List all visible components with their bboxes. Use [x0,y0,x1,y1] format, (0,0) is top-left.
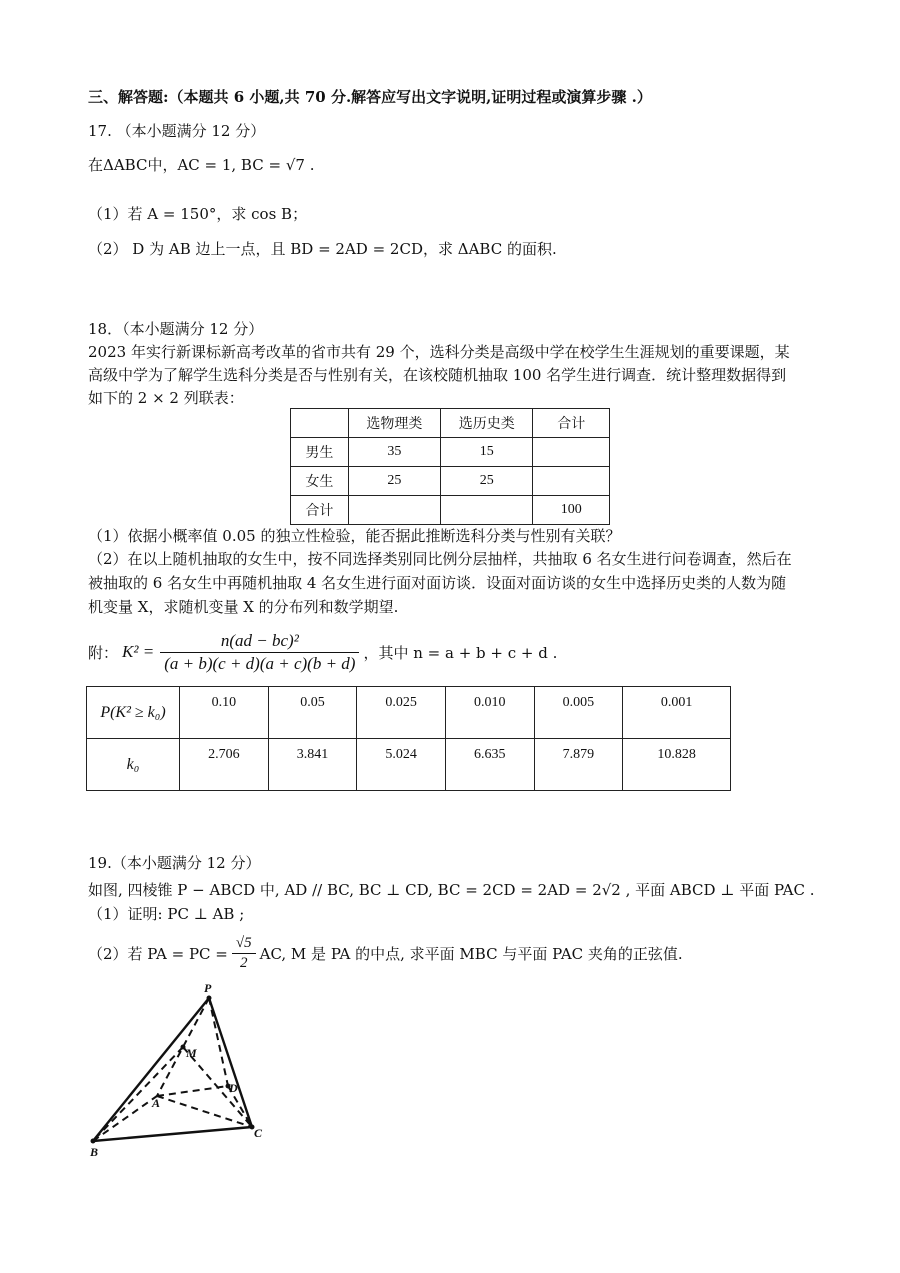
contingency-cell [533,467,610,496]
chi-square-formula [88,624,557,680]
pyramid-figure [80,978,280,1163]
k-value-cell: 2.706 [180,739,269,791]
formula-numerator: n(ad − bc)² [160,631,359,653]
p-value-cell: 0.10 [180,687,269,739]
q19-part2-denominator: 2 [239,954,248,971]
edge-pd [209,998,228,1086]
formula-lhs: K² = [122,642,155,661]
contingency-header-cell: 合计 [533,409,610,438]
critical-row-label: P(K² ≥ k₀) [87,687,180,739]
q18-stem-line3: 如下的 2 × 2 列联表： [88,389,244,407]
formula-suffix: ，其中 n = a + b + c + d . [363,643,558,662]
q19-part2-numerator: √5 [232,935,256,954]
edge-pb [93,998,209,1141]
contingency-cell: 15 [441,438,533,467]
q18-part1: （1）依据小概率值 0.05 的独立性检验，能否据此推断选科分类与性别有关联？ [88,527,621,545]
label-p: P [204,981,212,995]
q19-part1: （1）证明: PC ⊥ AB ; [88,905,245,923]
k-value-cell: 6.635 [445,739,534,791]
contingency-cell [533,438,610,467]
contingency-cell: 100 [533,496,610,525]
label-d: D [229,1081,238,1095]
k-value-cell: 7.879 [534,739,623,791]
vertex-b [91,1139,96,1144]
k-value-cell: 3.841 [268,739,357,791]
contingency-cell: 25 [348,467,440,496]
q19-title: 19.（本小题满分 12 分） [88,854,261,872]
q18-stem-line1: 2023 年实行新课标新高考改革的省市共有 29 个，选科分类是高级中学在校学生生涯规划的重要课题，某 [88,343,790,361]
contingency-header-cell: 选物理类 [348,409,440,438]
formula-fraction [160,631,359,674]
q19-part2 [88,928,683,978]
q17-stem: 在ΔABC中，AC = 1, BC = √7 . [88,156,315,174]
q17-part1: （1）若 A = 150°，求 cos B； [88,205,308,223]
q18-part2-line1: （2）在以上随机抽取的女生中，按不同选择类别同比例分层抽样，共抽取 6 名女生进行问卷调查，然后在 [88,550,792,568]
contingency-header-cell: 选历史类 [441,409,533,438]
q19-part2-prefix: （2）若 PA = PC = [88,944,228,963]
contingency-cell: 25 [441,467,533,496]
q18-stem-line2: 高级中学为了解学生选科分类是否与性别有关，在该校随机抽取 100 名学生进行调查．统计整理数据得到 [88,366,787,384]
p-value-cell: 0.05 [268,687,357,739]
contingency-cell: 合计 [291,496,349,525]
contingency-cell [441,496,533,525]
edge-bc [93,1127,252,1141]
label-m: M [186,1046,197,1060]
p-value-cell: 0.025 [357,687,446,739]
contingency-cell: 女生 [291,467,349,496]
critical-row-label: k₀ [87,739,180,791]
p-value-cell: 0.001 [623,687,731,739]
contingency-table [290,408,610,525]
formula-prefix: 附： [88,643,119,662]
vertex-m [181,1045,186,1050]
edge-pc [209,998,252,1127]
k-value-cell: 10.828 [623,739,731,791]
contingency-cell [348,496,440,525]
q18-part2-line3: 机变量 X，求随机变量 X 的分布列和数学期望. [88,598,399,616]
critical-value-table [86,686,731,791]
q19-part2-suffix: AC, M 是 PA 的中点, 求平面 MBC 与平面 PAC 夹角的正弦值. [259,944,683,963]
contingency-cell: 35 [348,438,440,467]
label-b: B [90,1145,99,1159]
label-a: A [152,1096,161,1110]
formula-denominator: (a + b)(c + d)(a + c)(b + d) [164,653,356,673]
q19-part2-fraction [232,935,256,972]
p-value-cell: 0.005 [534,687,623,739]
q17-part2: （2） D 为 AB 边上一点，且 BD = 2AD = 2CD，求 ΔABC 的面积. [88,240,557,258]
q18-part2-line2: 被抽取的 6 名女生中再随机抽取 4 名女生进行面对面访谈．设面对面访谈的女生中选择历史类的人数为随 [88,574,787,592]
k-value-cell: 5.024 [357,739,446,791]
section-header: 三、解答题:（本题共 6 小题,共 70 分.解答应写出文字说明,证明过程或演算步骤 .） [88,88,652,106]
q17-title: 17. （本小题满分 12 分） [88,122,266,140]
label-c: C [254,1126,263,1140]
vertex-p [207,996,212,1001]
q19-stem: 如图, 四棱锥 P − ABCD 中, AD // BC, BC ⊥ CD, BC = 2CD = 2AD = 2√2 , 平面 ABCD ⊥ 平面 PAC . [88,881,815,899]
p-value-cell: 0.010 [445,687,534,739]
contingency-cell: 男生 [291,438,349,467]
q18-title: 18．（本小题满分 12 分） [88,320,264,338]
contingency-header-cell [291,409,349,438]
